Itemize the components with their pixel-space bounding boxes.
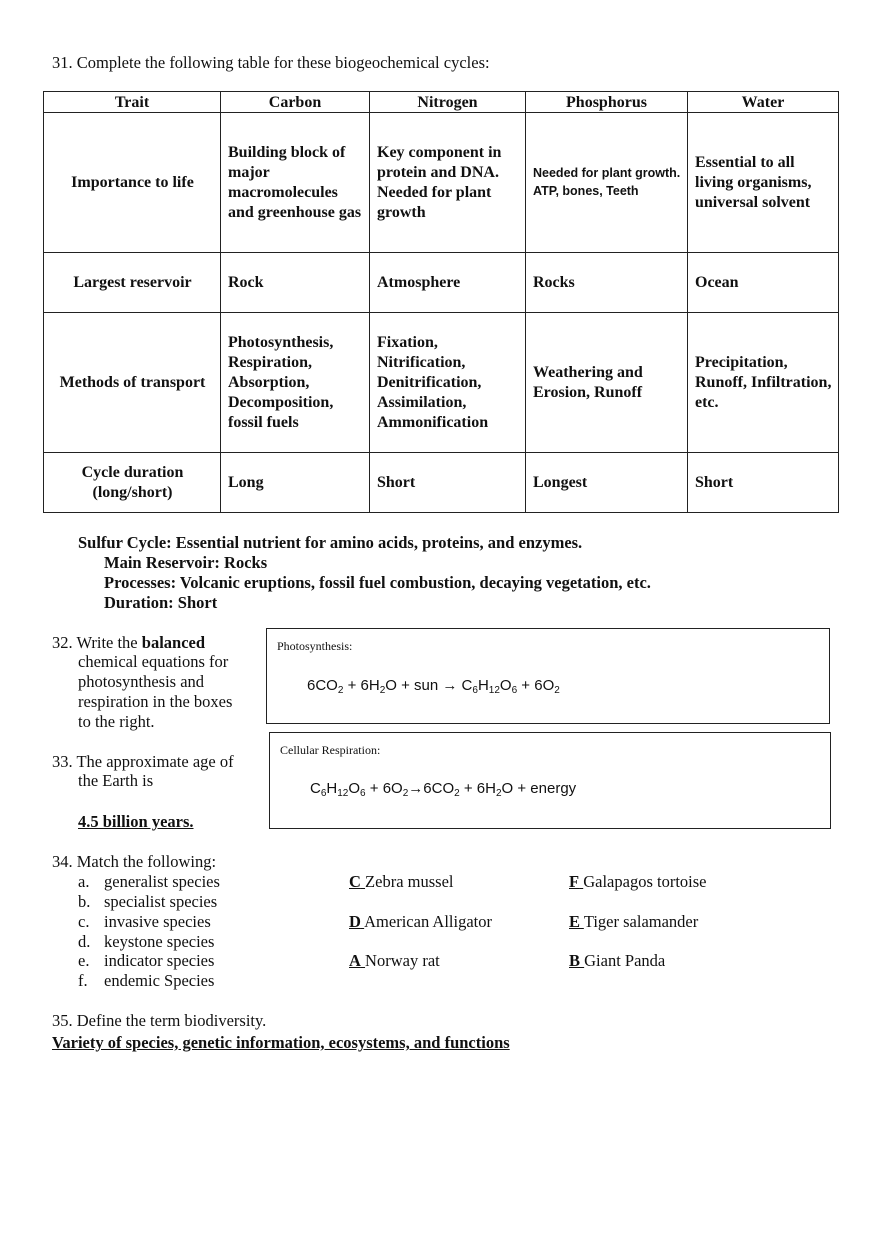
list-item: b. specialist species <box>78 892 218 911</box>
sulfur-line-1: Sulfur Cycle: Essential nutrient for amino acids, proteins, and enzymes. <box>78 533 583 552</box>
photosynthesis-equation: $6CO_2 + 6H_2O$ + sun → $C_6H_{12}O_6 + 6O_2$ <box>307 677 560 696</box>
trait-cell: Methods of transport <box>44 313 221 453</box>
header-trait: Trait <box>44 92 221 113</box>
nitrogen-cell: Key component in protein and DNA. Needed for plant growth <box>370 113 526 253</box>
list-item: a. generalist species <box>78 872 220 891</box>
trait-cell: Cycle duration (long/short) <box>44 453 221 513</box>
nitrogen-cell: Fixation, Nitrification, Denitrification, Assimilation, Ammonification <box>370 313 526 453</box>
nitrogen-cell: Atmosphere <box>370 253 526 313</box>
carbon-cell: Photosynthesis, Respiration, Absorption, Decomposition, fossil fuels <box>221 313 370 453</box>
match-item: E Tiger salamander <box>569 912 699 931</box>
q32-line-2: chemical equations for <box>78 652 229 671</box>
match-answer: D <box>349 912 361 931</box>
q32-bold-word: balanced <box>141 633 206 652</box>
q32-line-3: photosynthesis and <box>78 672 205 691</box>
q31-prompt: 31. Complete the following table for these biogeochemical cycles: <box>52 53 490 72</box>
match-item: B Giant Panda <box>569 951 666 970</box>
table-row <box>44 313 839 453</box>
table-row <box>44 113 839 253</box>
phosphorus-cell: Rocks <box>526 253 688 313</box>
respiration-equation: $C_6H_{12}O_6 + 6O_2\to 6CO_2 + 6H_2O$ + energy <box>310 780 577 799</box>
carbon-cell: Long <box>221 453 370 513</box>
table-row <box>44 253 839 313</box>
trait-cell: Importance to life <box>44 113 221 253</box>
match-answer: A <box>349 951 361 970</box>
water-cell: Ocean <box>688 253 839 313</box>
nitrogen-cell: Short <box>370 453 526 513</box>
arrow-icon: → <box>442 677 458 694</box>
match-answer: F <box>569 872 580 891</box>
list-item: d. keystone species <box>78 932 215 951</box>
q34-prompt: 34. Match the following: <box>52 852 217 871</box>
respiration-box <box>269 732 831 829</box>
match-answer: E <box>569 912 581 931</box>
match-item: D American Alligator <box>349 912 492 931</box>
match-answer: C <box>349 872 361 891</box>
water-cell: Short <box>688 453 839 513</box>
q35-answer: Variety of species, genetic information, ecosystems, and functions <box>52 1033 510 1052</box>
trait-cell: Largest reservoir <box>44 253 221 313</box>
match-answer: B <box>569 951 581 970</box>
respiration-label: Cellular Respiration: <box>280 743 381 757</box>
cycles-table <box>43 91 839 513</box>
list-item: c. invasive species <box>78 912 211 931</box>
list-item: f. endemic Species <box>78 971 215 990</box>
water-cell: Essential to all living organisms, universal solvent <box>688 113 839 253</box>
sulfur-line-4: Duration: Short <box>104 593 218 612</box>
match-item: F Galapagos tortoise <box>569 872 707 891</box>
phosphorus-cell: Needed for plant growth. ATP, bones, Teeth <box>526 113 688 253</box>
match-item: C Zebra mussel <box>349 872 454 891</box>
header-phosphorus: Phosphorus <box>526 92 688 113</box>
phosphorus-cell: Weathering and Erosion, Runoff <box>526 313 688 453</box>
water-cell: Precipitation, Runoff, Infiltration, etc. <box>688 313 839 453</box>
carbon-cell: Rock <box>221 253 370 313</box>
header-nitrogen: Nitrogen <box>370 92 526 113</box>
table-row <box>44 453 839 513</box>
phosphorus-cell: Longest <box>526 453 688 513</box>
table-header-row <box>44 92 839 113</box>
q33-answer: 4.5 billion years. <box>78 812 194 831</box>
q32-line-5: to the right. <box>78 712 155 731</box>
q33-line-2: the Earth is <box>78 771 154 790</box>
carbon-cell: Building block of major macromolecules and greenhouse gas <box>221 113 370 253</box>
q32-line-1 <box>52 633 205 653</box>
match-item: A Norway rat <box>349 951 440 970</box>
q32-line-4: respiration in the boxes <box>78 692 233 711</box>
q35-prompt: 35. Define the term biodiversity. <box>52 1011 267 1030</box>
sulfur-line-3: Processes: Volcanic eruptions, fossil fuel combustion, decaying vegetation, etc. <box>104 573 651 592</box>
arrow-icon: → <box>408 780 424 797</box>
sulfur-line-2: Main Reservoir: Rocks <box>104 553 268 572</box>
q32-number: 32. Write the <box>52 633 142 652</box>
q33-line-1: 33. The approximate age of <box>52 752 234 771</box>
photosynthesis-label: Photosynthesis: <box>277 639 353 653</box>
list-item: e. indicator species <box>78 951 215 970</box>
header-carbon: Carbon <box>221 92 370 113</box>
header-water: Water <box>688 92 839 113</box>
photosynthesis-box <box>266 628 830 724</box>
